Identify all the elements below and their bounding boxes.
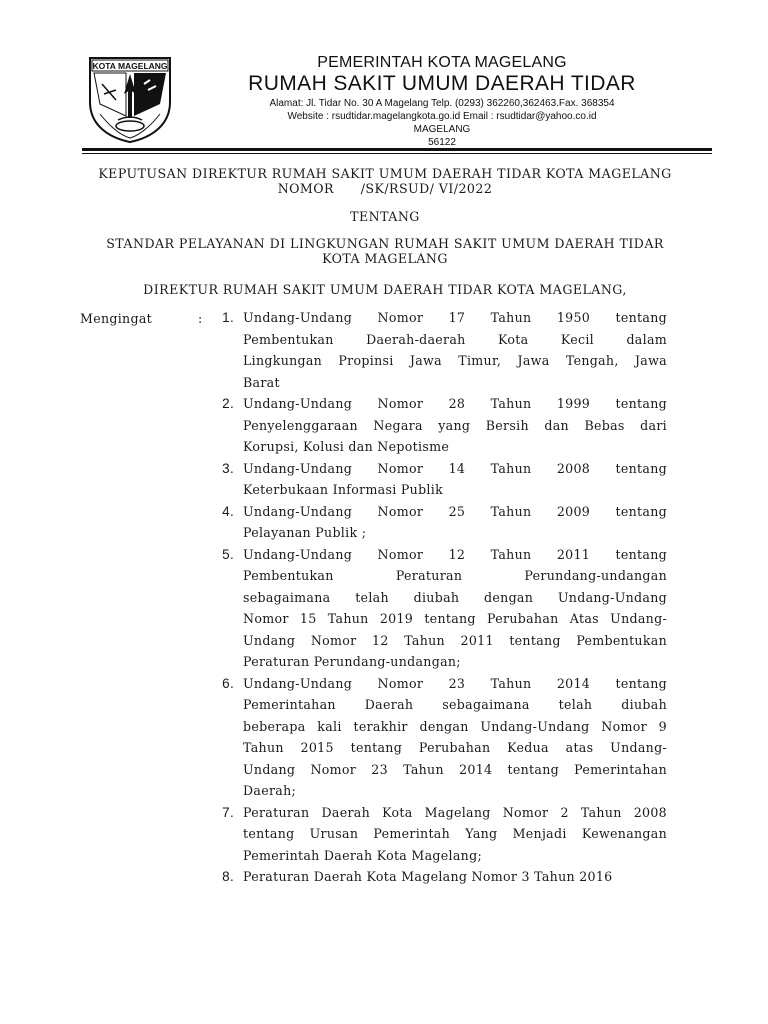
- decree-number: NOMOR /SK/RSUD/ VI/2022: [277, 181, 493, 196]
- item-text-line: tentang Urusan Pemerintah Yang Menjadi Kewenangan: [243, 826, 667, 841]
- item-text-line: beberapa kali terakhir dengan Undang-Undang Nomor 9: [243, 718, 667, 734]
- item-number: 3.: [222, 460, 234, 476]
- item-text: [243, 501, 667, 544]
- item-text: [243, 866, 667, 888]
- item-text-line: Korupsi, Kolusi dan Nepotisme: [243, 439, 450, 454]
- item-text-line: Undang Nomor 23 Tahun 2014 tentang Pemerintahan: [243, 761, 667, 777]
- item-text-line: Undang-Undang Nomor 23 Tahun 2014 tentang: [243, 675, 667, 691]
- item-text-line: Undang-Undang Nomor 25 Tahun 2009 tentang: [243, 503, 667, 519]
- item-text-line: Pembentukan Peraturan Perundang-undangan: [243, 568, 667, 583]
- address-line: Alamat: Jl. Tidar No. 30 A Magelang Telp. (0293) 362260,362463.Fax. 368354: [269, 98, 615, 109]
- item-number: 7.: [222, 804, 234, 820]
- city-line: MAGELANG: [413, 124, 471, 135]
- letterhead: [192, 54, 692, 149]
- subject-line-2: KOTA MAGELANG: [322, 251, 448, 266]
- about-heading: TENTANG: [350, 209, 420, 224]
- item-text-line: Undang-Undang Nomor 28 Tahun 1999 tentang: [243, 396, 667, 411]
- item-text-line: Pembentukan Daerah-daerah Kota Kecil dalam: [243, 331, 667, 347]
- director-heading: DIREKTUR RUMAH SAKIT UMUM DAERAH TIDAR KOTA MAGELANG,: [143, 282, 627, 297]
- hospital-name: RUMAH SAKIT UMUM DAERAH TIDAR: [248, 72, 636, 95]
- item-text-line: Penyelenggaraan Negara yang Bersih dan Bebas dari: [243, 417, 667, 433]
- item-text: [243, 393, 667, 458]
- item-text-line: Daerah;: [243, 783, 297, 798]
- item-number: 6.: [222, 675, 234, 691]
- item-number: 2.: [222, 396, 234, 411]
- item-text-line: Pelayanan Publik ;: [243, 525, 367, 540]
- considering-label: Mengingat: [80, 311, 152, 326]
- decree-title: KEPUTUSAN DIREKTUR RUMAH SAKIT UMUM DAERAH TIDAR KOTA MAGELANG: [98, 166, 672, 181]
- item-text-line: sebagaimana telah diubah dengan Undang-Undang: [243, 589, 667, 605]
- letterhead-divider-thin: [82, 153, 712, 154]
- item-text-line: Undang-Undang Nomor 12 Tahun 2011 tentang: [243, 546, 667, 562]
- item-text-line: Undang-Undang Nomor 17 Tahun 1950 tentang: [243, 310, 667, 325]
- subject-line-1: STANDAR PELAYANAN DI LINGKUNGAN RUMAH SAKIT UMUM DAERAH TIDAR: [106, 236, 664, 251]
- item-number: 5.: [222, 546, 234, 562]
- item-text: [243, 307, 667, 393]
- government-name: PEMERINTAH KOTA MAGELANG: [317, 54, 567, 71]
- item-number: 8.: [222, 869, 234, 884]
- item-text: [243, 458, 667, 501]
- item-text-line: Peraturan Daerah Kota Magelang Nomor 2 Tahun 2008: [243, 804, 667, 820]
- item-text-line: Pemerintahan Daerah sebagaimana telah diubah: [243, 697, 667, 712]
- letterhead-divider-thick: [82, 148, 712, 151]
- item-text-line: Peraturan Perundang-undangan;: [243, 654, 461, 669]
- item-text-line: Undang Nomor 12 Tahun 2011 tentang Pembentukan: [243, 632, 667, 648]
- item-text: [243, 802, 667, 867]
- item-text: [243, 673, 667, 802]
- item-text-line: Lingkungan Propinsi Jawa Timur, Jawa Tengah, Jawa: [243, 353, 667, 368]
- logo-text: KOTA MAGELANG: [92, 61, 168, 71]
- item-number: 4.: [222, 503, 234, 519]
- item-text: [243, 544, 667, 673]
- postal-code-line: 56122: [428, 137, 456, 148]
- item-text-line: Undang-Undang Nomor 14 Tahun 2008 tentang: [243, 460, 667, 476]
- item-text-line: Nomor 15 Tahun 2019 tentang Perubahan Atas Undang-: [243, 611, 667, 626]
- item-text-line: Pemerintah Daerah Kota Magelang;: [243, 847, 482, 863]
- considering-colon: :: [198, 311, 203, 326]
- kota-magelang-crest-logo: [86, 54, 174, 144]
- item-text-line: Peraturan Daerah Kota Magelang Nomor 3 Tahun 2016: [243, 869, 613, 884]
- website-email-line: Website : rsudtidar.magelangkota.go.id Email : rsudtidar@yahoo.co.id: [287, 111, 597, 122]
- item-number: 1.: [222, 310, 234, 325]
- item-text-line: Tahun 2015 tentang Perubahan Kedua atas Undang-: [243, 740, 667, 755]
- item-text-line: Keterbukaan Informasi Publik: [243, 482, 444, 497]
- item-text-line: Barat: [243, 374, 280, 390]
